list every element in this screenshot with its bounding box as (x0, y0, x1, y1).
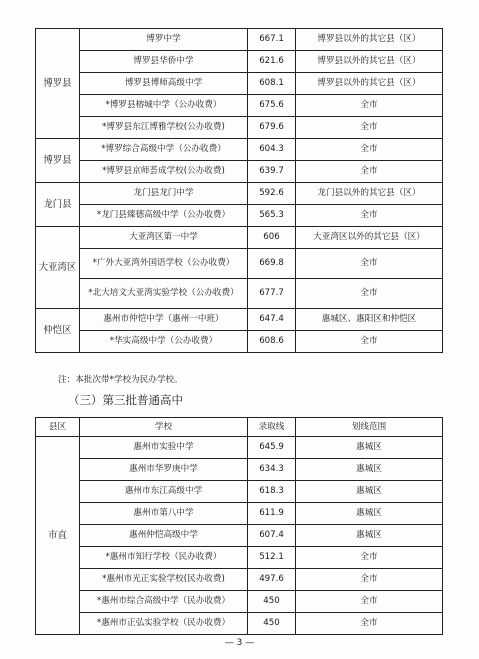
area-cell: 全市 (296, 547, 443, 569)
score-cell: 565.3 (248, 205, 296, 227)
school-cell: 博罗县华侨中学 (80, 51, 248, 73)
school-cell: 惠州市华罗庚中学 (80, 459, 248, 481)
area-cell: 全市 (296, 279, 443, 309)
county-cell: 大亚湾区 (36, 227, 80, 309)
school-cell: 大亚湾区第一中学 (80, 227, 248, 249)
score-cell: 611.9 (248, 503, 296, 525)
score-cell: 669.8 (248, 249, 296, 279)
school-cell: *广外大亚湾外国语学校（公办收费） (80, 249, 248, 279)
table-row (36, 29, 443, 51)
school-cell: *博罗县榕城中学（公办收费） (80, 95, 248, 117)
school-cell: 惠州市仲恺中学（惠州一中班） (80, 309, 248, 331)
school-cell: 惠州市实验中学 (80, 437, 248, 459)
area-cell: 惠城区 (296, 459, 443, 481)
table-row (36, 503, 443, 525)
score-cell: 675.6 (248, 95, 296, 117)
table-row (36, 569, 443, 591)
score-cell: 592.6 (248, 183, 296, 205)
area-cell: 全市 (296, 569, 443, 591)
table-row (36, 437, 443, 459)
area-cell: 全市 (296, 249, 443, 279)
school-cell: *惠州市正弘实验学校（民办收费） (80, 613, 248, 635)
area-cell: 全市 (296, 591, 443, 613)
table-row (36, 249, 443, 279)
admission-table-batch3 (35, 417, 443, 635)
school-cell: *博罗县京师荟成学校(公办收费) (80, 161, 248, 183)
score-cell: 607.4 (248, 525, 296, 547)
school-cell: *博罗县东江博雅学校(公办收费) (80, 117, 248, 139)
area-cell: 惠城区 (296, 481, 443, 503)
score-cell: 497.6 (248, 569, 296, 591)
area-cell: 全市 (296, 95, 443, 117)
score-cell: 634.3 (248, 459, 296, 481)
school-cell: *华实高级中学（公办收费） (80, 331, 248, 353)
table-row (36, 481, 443, 503)
table-row (36, 227, 443, 249)
school-cell: *龙门县臻德高级中学（公办收费） (80, 205, 248, 227)
school-cell: *博罗综合高级中学（公办收费） (80, 139, 248, 161)
area-cell: 惠城区 (296, 437, 443, 459)
school-cell: 惠州仲恺高级中学 (80, 525, 248, 547)
table-row (36, 51, 443, 73)
table-row (36, 73, 443, 95)
area-cell: 惠城区、惠阳区和仲恺区 (296, 309, 443, 331)
school-cell: 博罗县博师高级中学 (80, 73, 248, 95)
score-cell: 608.6 (248, 331, 296, 353)
table-row (36, 161, 443, 183)
area-cell: 全市 (296, 331, 443, 353)
footnote: 注：本批次带*学校为民办学校。 (58, 375, 183, 385)
school-cell: *惠州市光正实验学校(民办收费) (80, 569, 248, 591)
table-row (36, 183, 443, 205)
table-header-row (36, 418, 443, 437)
table-row (36, 117, 443, 139)
school-cell: *惠州市知行学校（民办收费） (80, 547, 248, 569)
table-row (36, 547, 443, 569)
school-cell: 惠州市东江高级中学 (80, 481, 248, 503)
school-cell: *惠州市综合高级中学（民办收费） (80, 591, 248, 613)
school-cell: *北大培文大亚湾实验学校（公办收费） (80, 279, 248, 309)
table-row (36, 591, 443, 613)
section-title: （三）第三批普通高中 (68, 393, 183, 407)
area-cell: 全市 (296, 139, 443, 161)
table-row (36, 331, 443, 353)
county-cell: 博罗县 (36, 29, 80, 139)
score-cell: 450 (248, 591, 296, 613)
header-score: 录取线 (248, 418, 296, 437)
county-cell: 龙门县 (36, 183, 80, 227)
area-cell: 全市 (296, 205, 443, 227)
score-cell: 639.7 (248, 161, 296, 183)
header-area: 划线范围 (296, 418, 443, 437)
county-cell: 市直 (36, 437, 80, 635)
school-cell: 龙门县龙门中学 (80, 183, 248, 205)
table-row (36, 525, 443, 547)
area-cell: 龙门县以外的其它县（区） (296, 183, 443, 205)
area-cell: 博罗县以外的其它县（区） (296, 29, 443, 51)
table-row (36, 95, 443, 117)
table-row (36, 139, 443, 161)
score-cell: 645.9 (248, 437, 296, 459)
table-row (36, 279, 443, 309)
area-cell: 惠城区 (296, 525, 443, 547)
area-cell: 全市 (296, 613, 443, 635)
area-cell: 全市 (296, 161, 443, 183)
area-cell: 大亚湾区以外的其它县（区） (296, 227, 443, 249)
score-cell: 618.3 (248, 481, 296, 503)
score-cell: 604.3 (248, 139, 296, 161)
header-county: 县区 (36, 418, 80, 437)
score-cell: 647.4 (248, 309, 296, 331)
area-cell: 全市 (296, 117, 443, 139)
area-cell: 惠城区 (296, 503, 443, 525)
header-school: 学校 (80, 418, 248, 437)
school-cell: 博罗中学 (80, 29, 248, 51)
score-cell: 667.1 (248, 29, 296, 51)
county-cell: 博罗县 (36, 139, 80, 183)
table-row (36, 459, 443, 481)
score-cell: 512.1 (248, 547, 296, 569)
county-cell: 仲恺区 (36, 309, 80, 353)
school-cell: 惠州市第八中学 (80, 503, 248, 525)
score-cell: 606 (248, 227, 296, 249)
table-row (36, 613, 443, 635)
score-cell: 679.6 (248, 117, 296, 139)
score-cell: 621.6 (248, 51, 296, 73)
score-cell: 450 (248, 613, 296, 635)
table-row (36, 205, 443, 227)
table-row (36, 309, 443, 331)
score-cell: 677.7 (248, 279, 296, 309)
score-cell: 608.1 (248, 73, 296, 95)
page-number: — 3 — (224, 638, 255, 648)
area-cell: 博罗县以外的其它县（区） (296, 73, 443, 95)
admission-table-batch2 (35, 28, 443, 353)
area-cell: 博罗县以外的其它县（区） (296, 51, 443, 73)
